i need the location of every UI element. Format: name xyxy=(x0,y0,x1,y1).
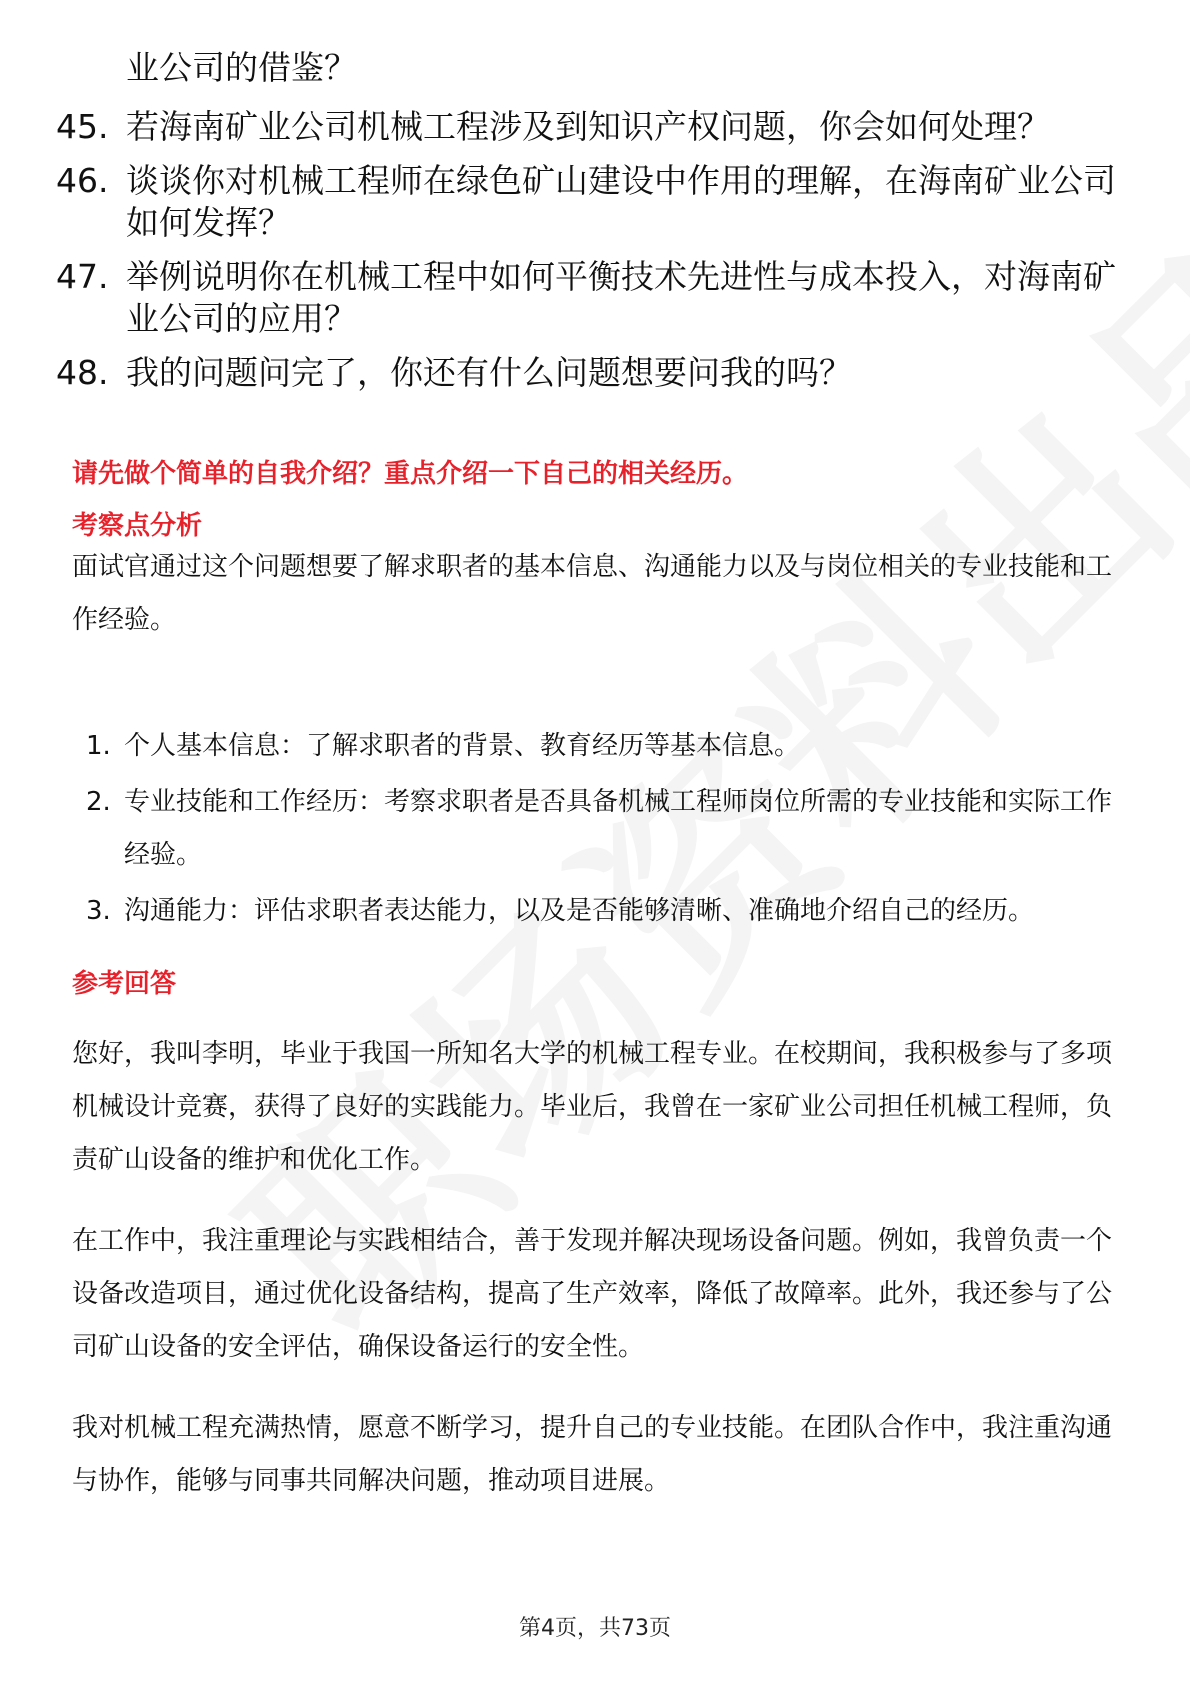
question-text: 若海南矿业公司机械工程涉及到知识产权问题，你会如何处理？ xyxy=(126,107,1050,146)
question-number: 47. xyxy=(56,257,109,296)
analysis-heading: 考察点分析 xyxy=(72,511,203,541)
point-text: 沟通能力：评估求职者表达能力，以及是否能够清晰、准确地介绍自己的经历。 xyxy=(124,896,1035,926)
reference-paragraph: 您好，我叫李明，毕业于我国一所知名大学的机械工程专业。在校期间，我积极参与了多项机械设计竞赛，获得了良好的实践能力。毕业后，我曾在一家矿业公司担任机械工程师，负责矿山设备的维护和优化工作。 xyxy=(72,1039,1113,1175)
question-number: 48. xyxy=(56,353,109,392)
analysis-points xyxy=(72,720,1122,941)
analysis-point xyxy=(72,720,1122,773)
reference-paragraph: 在工作中，我注重理论与实践相结合，善于发现并解决现场设备问题。例如，我曾负责一个设备改造项目，通过优化设备结构，提高了生产效率，降低了故障率。此外，我还参与了公司矿山设备的安全评估，确保设备运行的安全性。 xyxy=(72,1226,1113,1362)
reference-paragraph: 我对机械工程充满热情，愿意不断学习，提升自己的专业技能。在团队合作中，我注重沟通与协作，能够与同事共同解决问题，推动项目进展。 xyxy=(72,1413,1113,1496)
question-text: 我的问题问完了，你还有什么问题想要问我的吗？ xyxy=(126,353,852,392)
point-number: 3. xyxy=(86,896,111,926)
point-text: 个人基本信息：了解求职者的背景、教育经历等基本信息。 xyxy=(124,731,801,761)
reference-heading: 参考回答 xyxy=(72,969,177,999)
point-number: 2. xyxy=(86,787,111,817)
point-text: 专业技能和工作经历：考察求职者是否具备机械工程师岗位所需的专业技能和实际工作经验。 xyxy=(124,787,1113,870)
question-list xyxy=(56,106,1126,406)
point-number: 1. xyxy=(86,731,111,761)
featured-question: 请先做个简单的自我介绍？重点介绍一下自己的相关经历。 xyxy=(72,459,749,489)
question-item xyxy=(56,160,1126,244)
analysis-intro: 面试官通过这个问题想要了解求职者的基本信息、沟通能力以及与岗位相关的专业技能和工作经验。 xyxy=(72,552,1113,635)
analysis-point xyxy=(72,776,1122,882)
question-number: 45. xyxy=(56,107,109,146)
analysis-point xyxy=(72,885,1122,938)
question-text: 举例说明你在机械工程中如何平衡技术先进性与成本投入，对海南矿业公司的应用？ xyxy=(126,257,1116,338)
question-number: 46. xyxy=(56,161,109,200)
question-item xyxy=(56,106,1126,148)
question-item xyxy=(56,256,1126,340)
page-footer: 第4页，共73页 xyxy=(519,1616,671,1641)
question-text: 谈谈你对机械工程师在绿色矿山建设中作用的理解，在海南矿业公司如何发挥？ xyxy=(126,161,1116,242)
question-item xyxy=(56,352,1126,394)
question-continuation: 业公司的借鉴？ xyxy=(126,48,357,87)
